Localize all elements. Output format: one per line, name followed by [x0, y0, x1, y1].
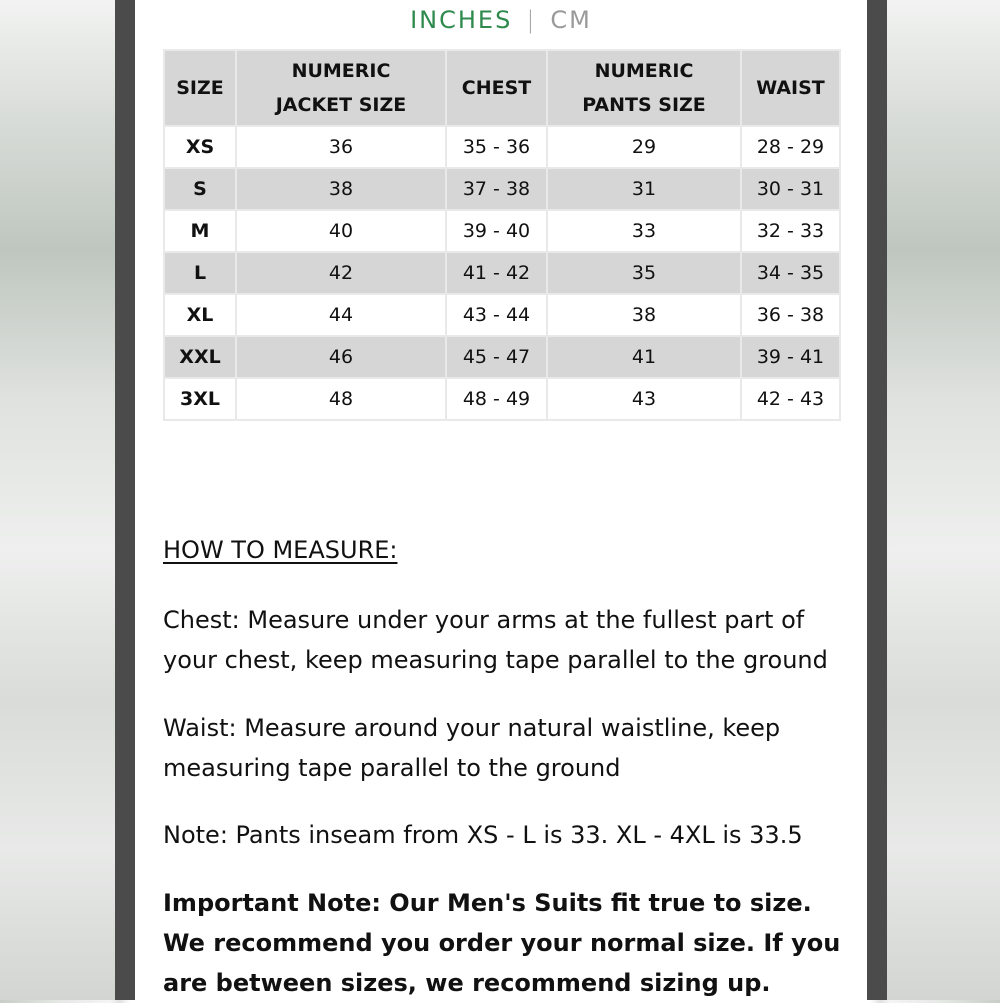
waist-cell: 28 - 29: [741, 126, 840, 168]
pants-cell: 33: [547, 210, 741, 252]
size-chart-table: [163, 49, 841, 421]
table-row: [164, 168, 840, 210]
waist-cell: 32 - 33: [741, 210, 840, 252]
waist-cell: 36 - 38: [741, 294, 840, 336]
important-note: Important Note: Our Men's Suits fit true to size. We recommend you order your normal size. If you are between sizes, we recommend sizing up.: [163, 889, 841, 997]
header-size: SIZE: [164, 50, 236, 126]
chest-cell: 43 - 44: [446, 294, 547, 336]
chest-cell: 35 - 36: [446, 126, 547, 168]
pants-cell: 38: [547, 294, 741, 336]
how-to-measure-heading: HOW TO MEASURE:: [163, 536, 398, 564]
pants-cell: 35: [547, 252, 741, 294]
pants-cell: 41: [547, 336, 741, 378]
table-row: [164, 294, 840, 336]
chest-cell: 37 - 38: [446, 168, 547, 210]
header-pants-size: NUMERIC PANTS SIZE: [547, 50, 741, 126]
size-guide-panel: [135, 0, 867, 1000]
size-cell: XS: [164, 126, 236, 168]
waist-cell: 42 - 43: [741, 378, 840, 420]
jacket-cell: 42: [236, 252, 446, 294]
waist-cell: 30 - 31: [741, 168, 840, 210]
size-cell: M: [164, 210, 236, 252]
left-background: [0, 0, 115, 1000]
inseam-note: Note: Pants inseam from XS - L is 33. XL - 4XL is 33.5: [163, 821, 803, 849]
unit-toggle: [135, 6, 867, 34]
header-jacket-size: NUMERIC JACKET SIZE: [236, 50, 446, 126]
right-frame-bar: [867, 0, 887, 1000]
chest-cell: 41 - 42: [446, 252, 547, 294]
jacket-cell: 46: [236, 336, 446, 378]
jacket-cell: 48: [236, 378, 446, 420]
size-cell: XL: [164, 294, 236, 336]
jacket-cell: 36: [236, 126, 446, 168]
header-chest: CHEST: [446, 50, 547, 126]
size-cell: 3XL: [164, 378, 236, 420]
left-frame-bar: [115, 0, 135, 1000]
pants-cell: 31: [547, 168, 741, 210]
jacket-cell: 40: [236, 210, 446, 252]
size-cell: XXL: [164, 336, 236, 378]
unit-inches-option[interactable]: INCHES: [410, 6, 513, 34]
jacket-cell: 44: [236, 294, 446, 336]
table-row: [164, 336, 840, 378]
table-header-row: [164, 50, 840, 126]
pants-cell: 43: [547, 378, 741, 420]
unit-cm-option[interactable]: CM: [550, 6, 592, 34]
waist-cell: 34 - 35: [741, 252, 840, 294]
size-cell: L: [164, 252, 236, 294]
waist-instructions: Waist: Measure around your natural waistline, keep measuring tape parallel to the ground: [163, 714, 781, 782]
chest-cell: 45 - 47: [446, 336, 547, 378]
chest-cell: 39 - 40: [446, 210, 547, 252]
jacket-cell: 38: [236, 168, 446, 210]
unit-separator: |: [526, 6, 537, 34]
table-row: [164, 210, 840, 252]
chest-instructions: Chest: Measure under your arms at the fullest part of your chest, keep measuring tape parallel to the ground: [163, 606, 828, 674]
size-cell: S: [164, 168, 236, 210]
right-background: [885, 0, 1000, 1000]
table-row: [164, 126, 840, 168]
waist-cell: 39 - 41: [741, 336, 840, 378]
pants-cell: 29: [547, 126, 741, 168]
header-waist: WAIST: [741, 50, 840, 126]
chest-cell: 48 - 49: [446, 378, 547, 420]
table-row: [164, 252, 840, 294]
table-row: [164, 378, 840, 420]
